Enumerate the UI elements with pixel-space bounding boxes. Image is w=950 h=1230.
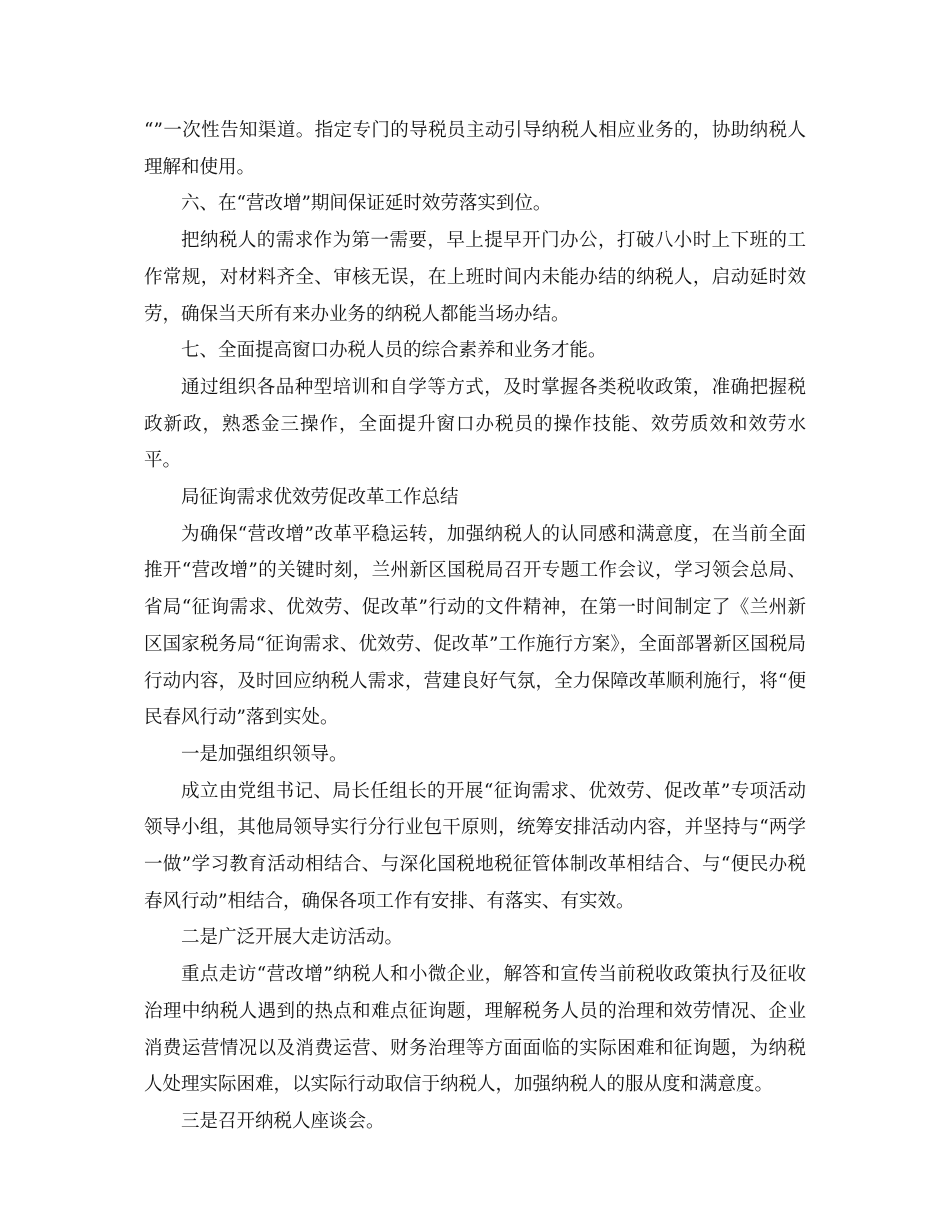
heading-staff-quality: 七、全面提高窗口办税人员的综合素养和业务才能。 <box>181 340 607 362</box>
heading-visit-activity: 二是广泛开展大走访活动。 <box>181 927 404 949</box>
paragraph-staff-training: 通过组织各品种型培训和自学等方式，及时掌握各类税收政策，准确把握税政新政，熟悉金三操作，全面提升窗口办税员的操作技能、效劳质效和效劳水平。 <box>144 376 806 472</box>
paragraph-notice-channel: “”一次性告知渠道。指定专门的导税员主动引导纳税人相应业务的，协助纳税人理解和使用。 <box>144 120 806 178</box>
heading-extended-service: 六、在“营改增”期间保证延时效劳落实到位。 <box>181 193 552 215</box>
heading-taxpayer-forum: 三是召开纳税人座谈会。 <box>181 1110 385 1132</box>
paragraph-summary-intro: 为确保“营改增”改革平稳运转，加强纳税人的认同感和满意度，在当前全面推开“营改增”的关键时刻，兰州新区国税局召开专题工作会议，学习领会总局、省局“征询需求、优效劳、促改革”行动的文件精神，在第一时间制定了《兰州新区国家税务局“征询需求、优效劳、促改革”工作施行方案》，全面部署新区国税局行动内容，及时回应纳税人需求，营建良好气氛，全力保障改革顺利施行，将“便民春风行动”落到实处。 <box>144 523 806 729</box>
heading-organization-leadership: 一是加强组织领导。 <box>181 743 348 765</box>
paragraph-visit-activity: 重点走访“营改增”纳税人和小微企业，解答和宣传当前税收政策执行及征收治理中纳税人遇到的热点和难点征询题，理解税务人员的治理和效劳情况、企业消费运营情况以及消费运营、财务治理等方面面临的实际困难和征询题，为纳税人处理实际困难，以实际行动取信于纳税人，加强纳税人的服从度和满意度。 <box>144 964 806 1096</box>
section-title-summary: 局征询需求优效劳促改革工作总结 <box>181 487 459 509</box>
paragraph-extended-service: 把纳税人的需求作为第一需要，早上提早开门办公，打破八小时上下班的工作常规，对材料齐全、审核无误，在上班时间内未能办结的纳税人，启动延时效劳，确保当天所有来办业务的纳税人都能当场办结。 <box>144 230 806 325</box>
paragraph-leadership-group: 成立由党组书记、局长任组长的开展“征询需求、优效劳、促改革”专项活动领导小组，其他局领导实行分行业包干原则，统筹安排活动内容，并坚持与“两学一做”学习教育活动相结合、与深化国税地税征管体制改革相结合、与“便民办税春风行动”相结合，确保各项工作有安排、有落实、有实效。 <box>144 780 806 912</box>
document-page <box>144 113 806 1141</box>
